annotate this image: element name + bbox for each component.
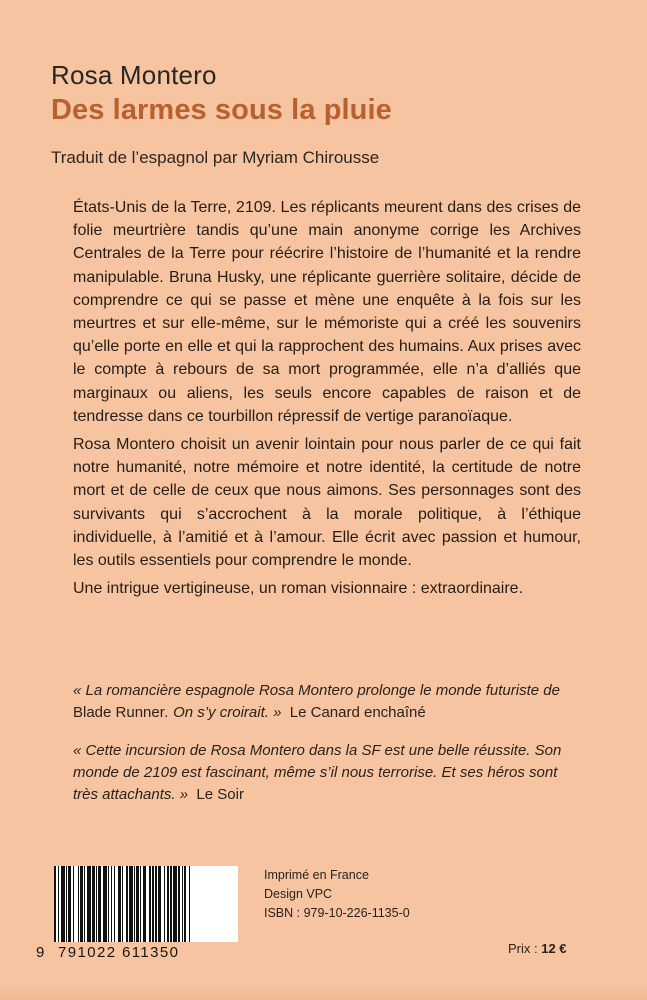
- barcode-bars: [54, 866, 238, 942]
- quote-1-text-a: « La romancière espagnole Rosa Montero prolonge le monde futuriste de: [73, 682, 560, 699]
- blurb-paragraph-1: États-Unis de la Terre, 2109. Les réplicants meurent dans des crises de folie meurtrière tandis qu’une main anonyme corrige les Archives Centrales de la Terre pour réécrire l’histoire de l’humanité et la rendre manipulable. Bruna Husky, une réplicante guerrière solitaire, décide de comprendre ce qui se passe et mène une enquête à la fois sur les meurtres et sur elle-même, sur le mémoriste qui a créé les souvenirs qu’elle porte en elle et qui la rapprochent des humains. Aux prises avec le compte à rebours de sa mort programmée, elle n’a d’alliés que marginaux ou aliens, les seuls encore capables de raison et de tendresse dans ce tourbillon répressif de vertige paranoïaque.: [73, 199, 581, 425]
- blurb-paragraph-2: Rosa Montero choisit un avenir lointain pour nous parler de ce qui fait notre humanité, notre mémoire et notre identité, la certitude de notre mort et de celle de ceux que nous aimons. Ses personnages sont des survivants qui s’accrochent à la morale politique, à l’éthique individuelle, à l’amitié et à l’amour. Elle écrit avec passion et humour, les outils essentiels pour comprendre le monde.: [73, 436, 581, 570]
- imprint-country: Imprimé en France: [264, 868, 369, 882]
- author-name: Rosa Montero: [51, 60, 217, 90]
- imprint-design: Design VPC: [264, 887, 333, 901]
- book-title: Des larmes sous la pluie: [51, 94, 392, 126]
- imprint: [264, 866, 410, 923]
- quote-1-text-c: . On s’y croirait. »: [164, 704, 282, 721]
- translator-credit: Traduit de l’espagnol par Myriam Chirousse: [51, 148, 380, 167]
- press-quote-2: [73, 740, 581, 806]
- blurb: [73, 196, 581, 605]
- price-label: Prix :: [508, 941, 542, 956]
- quote-2-source: Le Soir: [196, 786, 244, 803]
- barcode-digits: 791022 611350: [58, 944, 180, 961]
- quote-1-source: Le Canard enchaîné: [289, 704, 426, 721]
- blurb-paragraph-3: Une intrigue vertigineuse, un roman visionnaire : extraordinaire.: [73, 580, 524, 598]
- price-value: 12 €: [541, 941, 567, 956]
- price: [508, 941, 567, 956]
- barcode-stripe: [190, 866, 191, 942]
- quote-2-text: « Cette incursion de Rosa Montero dans la SF est une belle réussite. Son monde de 2109 est fascinant, même s’il nous terrorise. Et ses héros sont très attachants. »: [73, 742, 562, 803]
- barcode-lead-digit: 9: [36, 944, 46, 961]
- barcode: [36, 862, 240, 962]
- barcode-number: [36, 944, 180, 961]
- imprint-isbn: ISBN : 979-10-226-1135-0: [264, 906, 410, 920]
- quote-1-film-title: Blade Runner: [73, 704, 165, 721]
- press-quote-1: [73, 680, 581, 724]
